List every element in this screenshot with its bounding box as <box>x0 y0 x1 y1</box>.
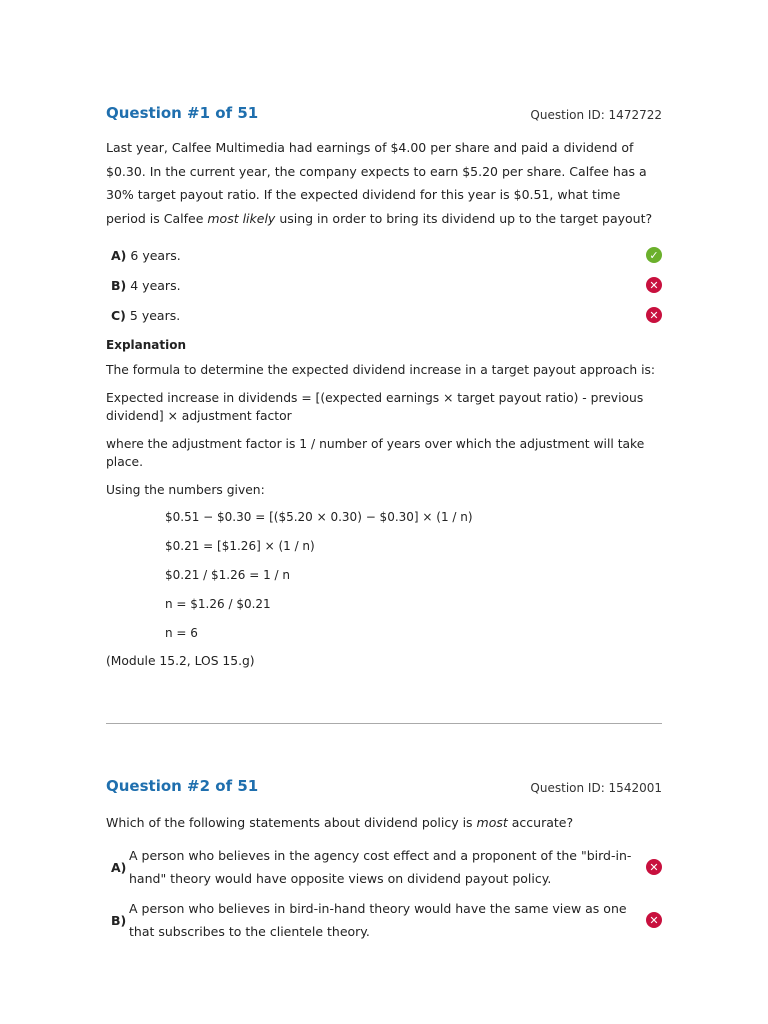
x-circle-icon: ✕ <box>646 277 662 293</box>
divider <box>106 723 662 724</box>
answer-option-c[interactable]: C) 5 years. ✕ <box>111 300 662 330</box>
question-header <box>106 104 662 122</box>
calculation-line: n = 6 <box>165 626 198 640</box>
question-stem: Which of the following statements about dividend policy is most accurate? <box>106 815 574 830</box>
explanation-paragraph: The formula to determine the expected dividend increase in a target payout approach is: <box>106 363 656 377</box>
calculation-steps <box>165 503 662 648</box>
answer-option-a[interactable]: A) 6 years. ✓ <box>111 240 662 270</box>
question-header <box>106 777 662 795</box>
question-title: Question #1 of 51 <box>106 104 259 122</box>
answer-option-a[interactable]: A) A person who believes in the agency cost effect and a proponent of the "bird-in-hand" theory would have opposite views on dividend payout policy. ✕ <box>111 841 662 894</box>
answer-option-b[interactable]: B) A person who believes in bird-in-hand theory would have the same view as one that subscribes to the clientele theory. ✕ <box>111 894 662 947</box>
calculation-line: $0.21 / $1.26 = 1 / n <box>165 568 290 582</box>
explanation-heading: Explanation <box>106 338 187 352</box>
calculation-line: n = $1.26 / $0.21 <box>165 597 271 611</box>
calculation-line: $0.21 = [$1.26] × (1 / n) <box>165 539 315 553</box>
question-title: Question #2 of 51 <box>106 777 259 795</box>
question-1 <box>106 104 662 670</box>
answer-option-b[interactable]: B) 4 years. ✕ <box>111 270 662 300</box>
check-circle-icon: ✓ <box>646 247 662 263</box>
x-circle-icon: ✕ <box>646 912 662 928</box>
question-2 <box>106 777 662 947</box>
x-circle-icon: ✕ <box>646 859 662 875</box>
explanation-paragraph: Expected increase in dividends = [(expected earnings × target payout ratio) - previous dividend] × adjustment factor <box>106 391 644 423</box>
reference-text: (Module 15.2, LOS 15.g) <box>106 654 255 668</box>
explanation-paragraph: Using the numbers given: <box>106 483 265 497</box>
explanation-paragraph: where the adjustment factor is 1 / number of years over which the adjustment will take place. <box>106 437 645 469</box>
calculation-line: $0.51 − $0.30 = [($5.20 × 0.30) − $0.30] × (1 / n) <box>165 510 473 524</box>
question-id: Question ID: 1542001 <box>530 781 662 795</box>
question-id: Question ID: 1472722 <box>530 108 662 122</box>
question-stem: Last year, Calfee Multimedia had earnings of $4.00 per share and paid a dividend of $0.30. In the current year, the company expects to earn $5.20 per share. Calfee has a 30% target payout ratio. If the expected dividend for this year is $0.51, what time period is Calfee most likely using in order to bring its dividend up to the target payout? <box>106 140 653 226</box>
x-circle-icon: ✕ <box>646 307 662 323</box>
